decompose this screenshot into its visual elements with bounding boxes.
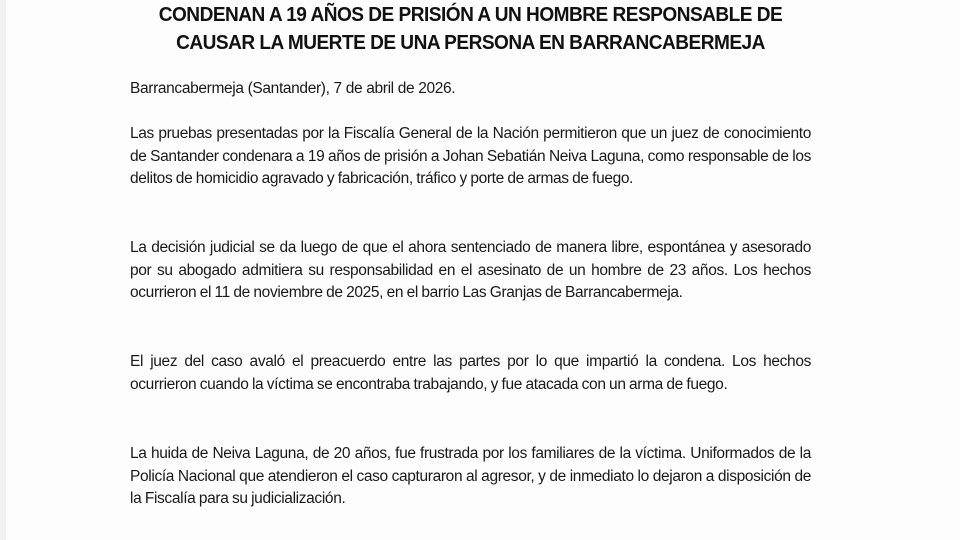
paragraph-2: La decisión judicial se da luego de que el ahora sentenciado de manera libre, espontánea y asesorado por su abogado admitiera su responsabilidad en el asesinato de un hombre de 23 años. Los hechos ocurrieron el 11 de noviembre de 2025, en el barrio Las Granjas de Barrancabermeja.	[130, 239, 811, 302]
headline-line-2: CAUSAR LA MUERTE DE UNA PERSONA EN BARRANCABERMEJA	[176, 31, 765, 54]
paragraph-3: El juez del caso avaló el preacuerdo entre las partes por lo que impartió la condena. Los hechos ocurrieron cuando la víctima se encontraba trabajando, y fue atacada con un arma de fuego.	[130, 353, 811, 393]
page-edge-strip	[0, 0, 6, 540]
press-release-body	[130, 0, 811, 508]
paragraph-4: La huida de Neiva Laguna, de 20 años, fue frustrada por los familiares de la víctima. Uniformados de la Policía Nacional que atendieron el caso capturaron al agresor, y de inmediato lo dejaron a disposición de la Fiscalía para su judicialización.	[130, 445, 811, 508]
paragraph-1: Las pruebas presentadas por la Fiscalía General de la Nación permitieron que un juez de conocimiento de Santander condenara a 19 años de prisión a Johan Sebatián Neiva Laguna, como responsable de los delitos de homicidio agravado y fabricación, tráfico y porte de armas de fuego.	[130, 125, 811, 188]
headline-line-1: CONDENAN A 19 AÑOS DE PRISIÓN A UN HOMBRE RESPONSABLE DE	[158, 3, 783, 26]
dateline: Barrancabermeja (Santander), 7 de abril de 2026.	[130, 80, 456, 97]
headline	[154, 1, 787, 57]
